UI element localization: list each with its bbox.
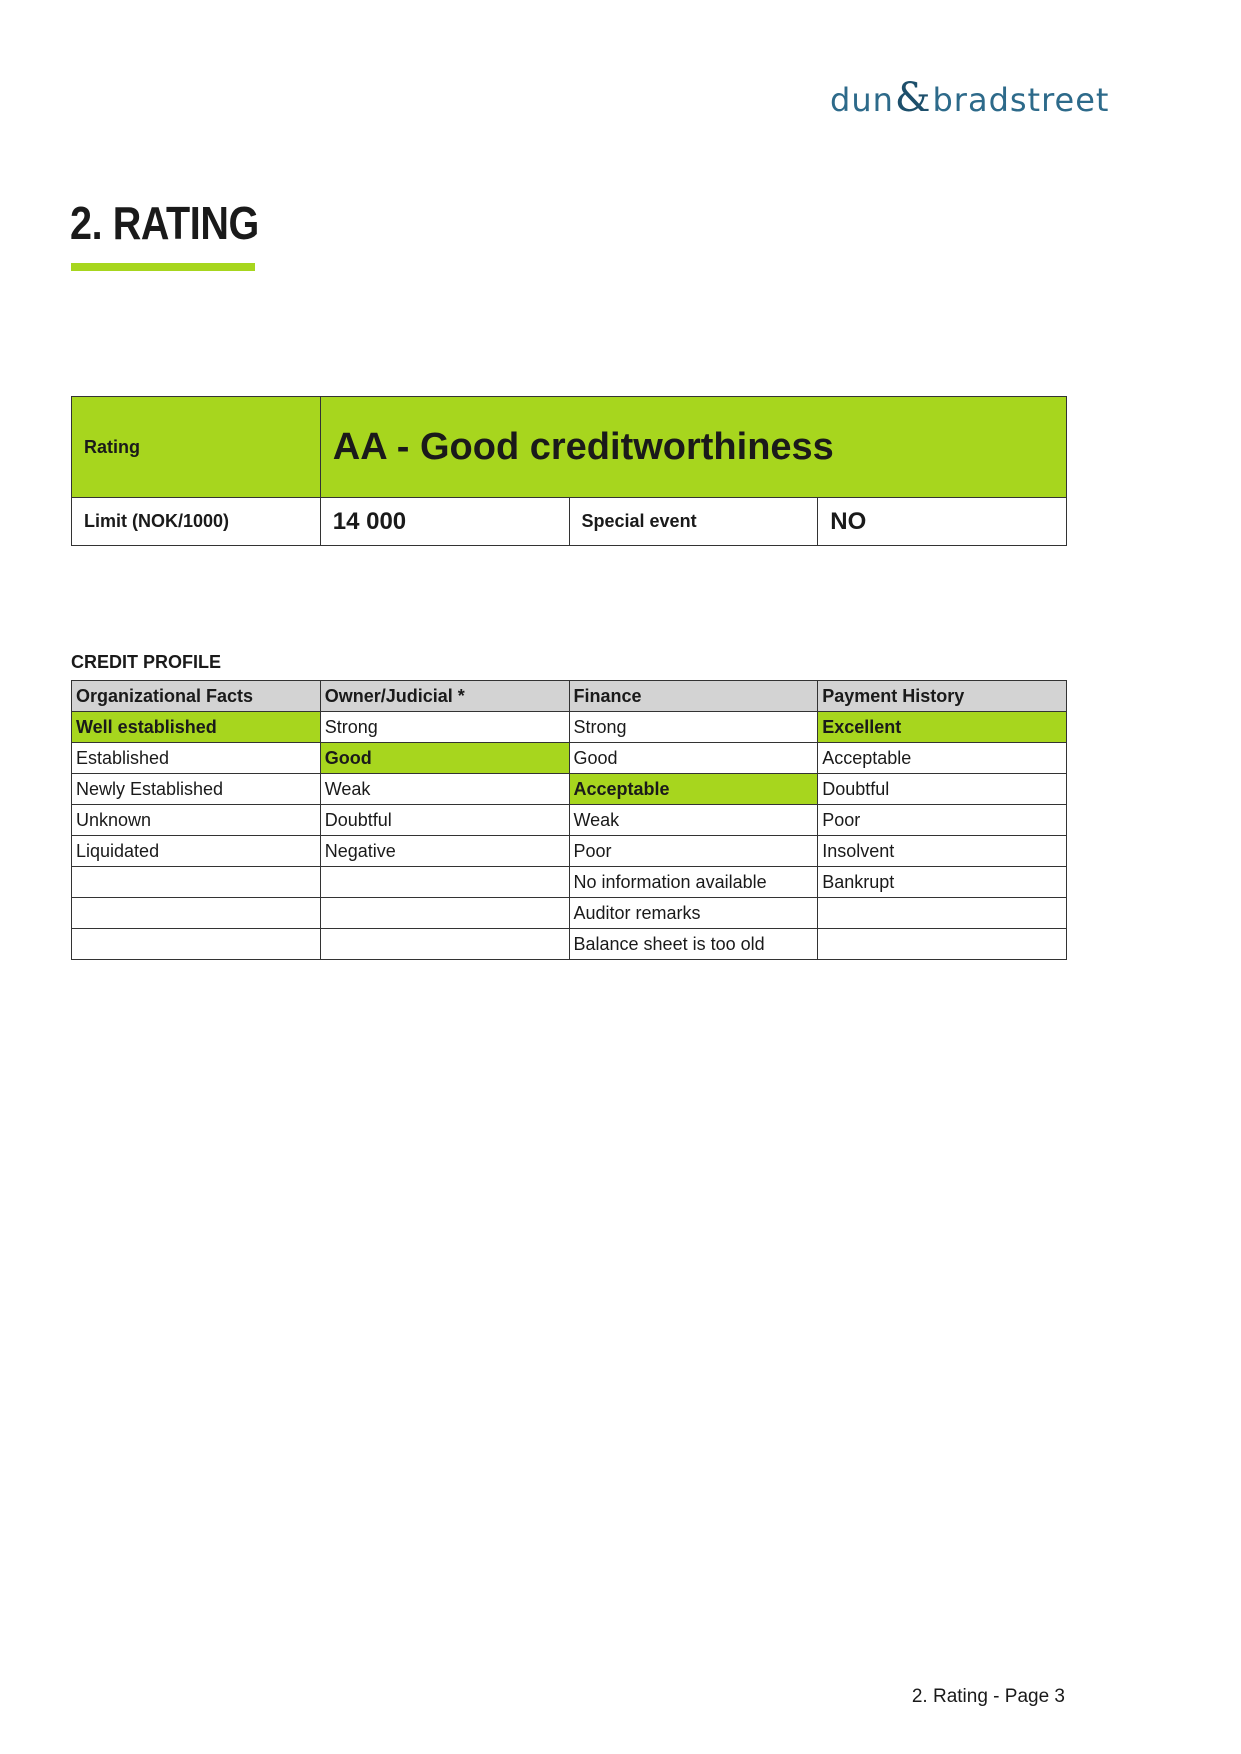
title-underline	[71, 263, 255, 271]
table-cell: No information available	[569, 867, 818, 898]
table-cell	[72, 898, 321, 929]
credit-profile-table	[71, 680, 1067, 960]
table-cell: Well established	[72, 712, 321, 743]
header-payment-history: Payment History	[818, 681, 1067, 712]
table-row	[72, 929, 1067, 960]
table-cell: Good	[569, 743, 818, 774]
credit-profile-header-row	[72, 681, 1067, 712]
table-row	[72, 712, 1067, 743]
table-cell: Poor	[569, 836, 818, 867]
header-finance: Finance	[569, 681, 818, 712]
page-footer: 2. Rating - Page 3	[911, 1686, 1065, 1707]
table-cell: Strong	[320, 712, 569, 743]
rating-value: AA - Good creditworthiness	[320, 397, 1066, 498]
table-cell	[818, 929, 1067, 960]
page-title: 2. RATING	[70, 197, 259, 249]
limit-label: Limit (NOK/1000)	[72, 498, 321, 546]
logo-ampersand: &	[894, 75, 932, 121]
table-cell: Liquidated	[72, 836, 321, 867]
table-cell	[72, 867, 321, 898]
table-cell: Doubtful	[818, 774, 1067, 805]
table-cell	[72, 929, 321, 960]
table-cell: Good	[320, 743, 569, 774]
table-cell: Acceptable	[569, 774, 818, 805]
table-row	[72, 743, 1067, 774]
table-cell: Established	[72, 743, 321, 774]
table-cell	[320, 929, 569, 960]
table-row	[72, 805, 1067, 836]
table-cell: Doubtful	[320, 805, 569, 836]
table-cell: Insolvent	[818, 836, 1067, 867]
credit-profile-title: CREDIT PROFILE	[71, 652, 222, 672]
special-event-value: NO	[818, 498, 1067, 546]
table-cell	[818, 898, 1067, 929]
table-cell: Weak	[320, 774, 569, 805]
table-cell: Negative	[320, 836, 569, 867]
table-row	[72, 774, 1067, 805]
table-cell: Auditor remarks	[569, 898, 818, 929]
header-organizational-facts: Organizational Facts	[72, 681, 321, 712]
logo-text-bradstreet: bradstreet	[932, 81, 1110, 119]
table-cell: Newly Established	[72, 774, 321, 805]
table-cell	[320, 867, 569, 898]
table-row	[72, 836, 1067, 867]
table-row	[72, 867, 1067, 898]
limit-value: 14 000	[320, 498, 569, 546]
rating-label: Rating	[72, 397, 321, 498]
logo-text-dun: dun	[830, 81, 894, 119]
table-cell	[320, 898, 569, 929]
table-cell: Balance sheet is too old	[569, 929, 818, 960]
credit-profile-body	[72, 712, 1067, 960]
table-cell: Excellent	[818, 712, 1067, 743]
table-cell: Strong	[569, 712, 818, 743]
table-cell: Unknown	[72, 805, 321, 836]
table-cell: Bankrupt	[818, 867, 1067, 898]
table-row	[72, 898, 1067, 929]
header-owner-judicial: Owner/Judicial *	[320, 681, 569, 712]
table-cell: Weak	[569, 805, 818, 836]
rating-table	[71, 396, 1067, 546]
special-event-label: Special event	[569, 498, 818, 546]
table-cell: Poor	[818, 805, 1067, 836]
rating-row	[72, 397, 1067, 498]
dun-bradstreet-logo	[830, 75, 1110, 122]
limit-row	[72, 498, 1067, 546]
table-cell: Acceptable	[818, 743, 1067, 774]
